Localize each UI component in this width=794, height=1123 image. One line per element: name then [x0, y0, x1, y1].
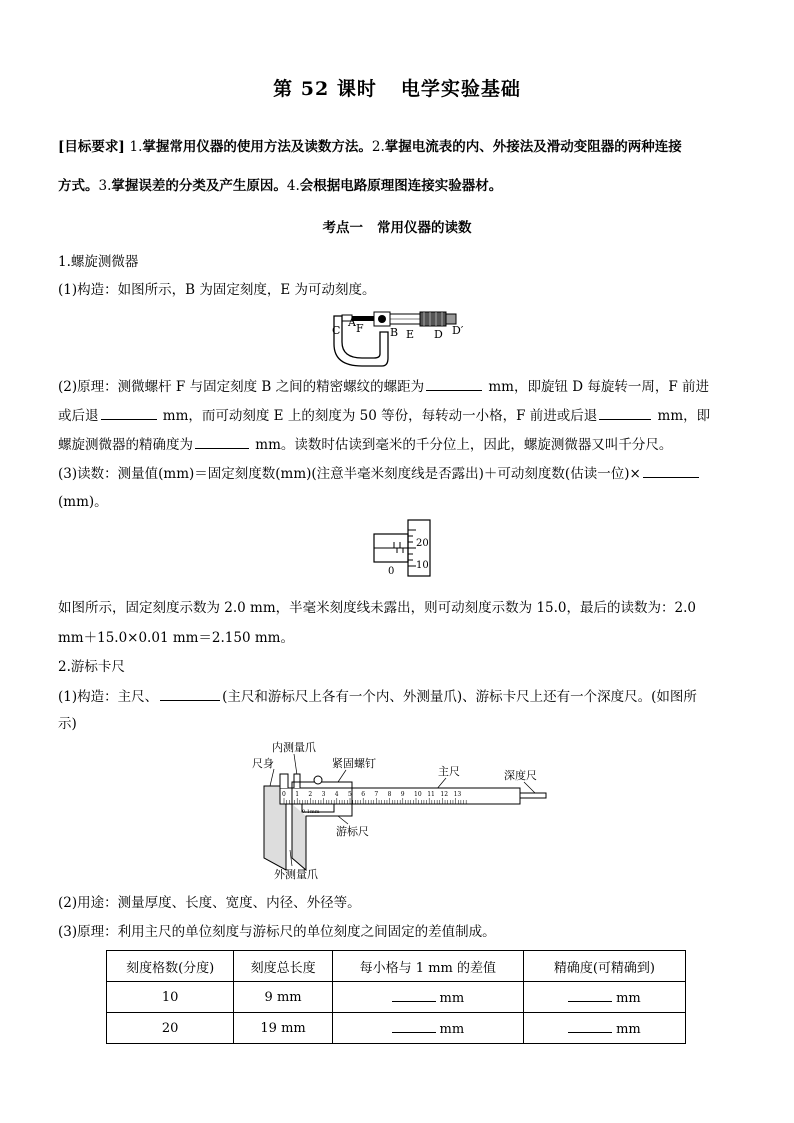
main-scale-number: 4 [334, 791, 339, 798]
answer-blank[interactable] [643, 463, 699, 478]
micrometer-structure: (1)构造：如图所示，B 为固定刻度，E 为可动刻度。 [58, 282, 376, 298]
goal-2-text: 掌握电流表的内、外接法及滑动变阻器的两种连接 [384, 139, 682, 155]
reading-text-1: (3)读数：测量值(mm)＝固定刻度数(mm)(注意半毫米刻度线是否露出)＋可动刻度数(估读一位)× [58, 466, 641, 482]
caliper-structure-text-1: (1)构造：主尺、 [58, 689, 159, 705]
header-divisions: 刻度格数(分度) [107, 951, 234, 982]
main-scale-number: 12 [440, 791, 449, 798]
header-precision: 精确度(可精确到) [523, 951, 685, 982]
micrometer-heading: 1.螺旋测微器 [58, 254, 139, 270]
unit-label: mm [439, 990, 465, 1006]
fig-label-d-prime: D′ [452, 324, 464, 337]
answer-blank[interactable] [195, 434, 249, 449]
main-scale-number: 9 [400, 791, 405, 798]
caliper-structure-text-2: (主尺和游标尺上各有一个内、外测量爪)、游标卡尺上还有一个深度尺。(如图所 [222, 689, 697, 705]
micrometer-reading-figure [372, 516, 442, 580]
micrometer-figure [326, 306, 472, 370]
answer-blank[interactable] [392, 1020, 436, 1033]
goals-label: [目标要求] [58, 139, 125, 155]
principle-text-1: (2)原理：测微螺杆 F 与固定刻度 B 之间的精密螺纹的螺距为 [58, 379, 425, 395]
goal-4-text: 会根据电路原理图连接实验器材。 [299, 178, 503, 194]
principle-text-3: 或后退 [58, 408, 99, 424]
label-depth-rod: 深度尺 [504, 769, 537, 782]
cell-difference [332, 1013, 523, 1044]
caliper-structure-1 [58, 686, 738, 707]
goals-line-2 [58, 176, 738, 196]
principle-line-2 [58, 405, 738, 426]
answer-blank[interactable] [568, 1020, 612, 1033]
fig-label-b: B [390, 326, 399, 339]
example-line-1: 如图所示，固定刻度示数为 2.0 mm，半毫米刻度线未露出，则可动刻度示数为 15.0，最后的读数为：2.0 [58, 600, 696, 616]
caliper-principle: (3)原理：利用主尺的单位刻度与游标尺的单位刻度之间固定的差值制成。 [58, 924, 496, 940]
answer-blank[interactable] [426, 376, 482, 391]
principle-text-2: mm，即旋钮 D 每旋转一周，F 前进 [484, 379, 710, 395]
lesson-topic: 电学实验基础 [400, 78, 521, 100]
thimble-label-10: 10 [416, 560, 429, 571]
goal-3-number: 3. [98, 178, 112, 194]
header-total-length: 刻度总长度 [234, 951, 332, 982]
caliper-heading: 2.游标卡尺 [58, 659, 125, 675]
fig-label-a: A [348, 316, 356, 329]
label-main-scale: 主尺 [438, 765, 460, 778]
reading-line-2: (mm)。 [58, 494, 108, 510]
cell-divisions: 20 [107, 1013, 234, 1044]
table-row [107, 1013, 686, 1044]
main-scale-number: 8 [387, 791, 392, 798]
goal-3-text: 掌握误差的分类及产生原因。 [111, 178, 287, 194]
label-screw: 紧固螺钉 [332, 757, 376, 770]
answer-blank[interactable] [160, 686, 220, 701]
main-scale-number: 13 [453, 791, 462, 798]
main-scale-number: 3 [321, 791, 326, 798]
cell-length: 19 mm [234, 1013, 332, 1044]
section-heading [0, 216, 794, 236]
principle-line-3 [58, 434, 738, 455]
fig-label-e: E [406, 328, 415, 341]
cell-difference [332, 982, 523, 1013]
caliper-structure-2: 示) [58, 716, 77, 732]
unit-label: mm [616, 1021, 641, 1037]
table-row [107, 982, 686, 1013]
main-scale-number: 11 [427, 791, 435, 798]
main-scale-number: 10 [414, 791, 422, 798]
principle-text-7: mm。读数时估读到毫米的千分位上，因此，螺旋测微器又叫千分尺。 [251, 437, 673, 453]
cell-precision [523, 1013, 685, 1044]
vernier-note: 0.1mm [302, 809, 320, 815]
label-vernier: 游标尺 [336, 825, 369, 838]
precision-table [106, 950, 686, 1044]
vernier-caliper-figure [250, 738, 550, 884]
header-difference: 每小格与 1 mm 的差值 [332, 951, 523, 982]
table-header-row [107, 951, 686, 982]
lesson-number: 第 52 课时 [273, 78, 377, 100]
goal-2-text-cont: 方式。 [58, 178, 99, 194]
label-outer-jaw: 外测量爪 [274, 868, 318, 881]
label-inner-jaw: 内测量爪 [272, 741, 316, 754]
answer-blank[interactable] [568, 989, 612, 1002]
page-title [0, 74, 794, 101]
reading-line-1 [58, 463, 738, 484]
fig-label-f: F [356, 322, 364, 335]
principle-text-4: mm，而可动刻度 E 上的刻度为 50 等份，每转动一小格，F 前进或后退 [158, 408, 598, 424]
main-scale-number: 6 [361, 791, 366, 798]
goals-line-1 [58, 137, 738, 157]
sleeve-label-0: 0 [388, 566, 395, 577]
goal-1-number: 1. [129, 139, 143, 155]
principle-text-6: 螺旋测微器的精确度为 [58, 437, 193, 453]
caliper-use: (2)用途：测量厚度、长度、宽度、内径、外径等。 [58, 895, 361, 911]
label-body: 尺身 [252, 757, 274, 770]
fig-label-c: C [332, 324, 341, 337]
principle-text-5: mm，即 [653, 408, 711, 424]
example-line-2: mm＋15.0×0.01 mm＝2.150 mm。 [58, 630, 294, 646]
main-scale-number: 7 [374, 791, 379, 798]
section-title: 常用仪器的读数 [377, 220, 472, 236]
fig-label-d: D [434, 328, 443, 341]
goal-1-text: 掌握常用仪器的使用方法及读数方法。 [142, 139, 372, 155]
answer-blank[interactable] [599, 405, 651, 420]
unit-label: mm [616, 990, 641, 1006]
cell-length: 9 mm [234, 982, 332, 1013]
answer-blank[interactable] [392, 989, 436, 1002]
cell-divisions: 10 [107, 982, 234, 1013]
thimble-label-20: 20 [416, 538, 429, 549]
main-scale-number: 5 [348, 791, 352, 798]
main-scale-number: 2 [308, 791, 313, 798]
goal-4-number: 4. [286, 178, 300, 194]
main-scale-number: 1 [295, 791, 300, 798]
section-number: 考点一 [322, 220, 363, 236]
goal-2-number: 2. [371, 139, 385, 155]
cell-precision [523, 982, 685, 1013]
principle-line-1 [58, 376, 738, 397]
answer-blank[interactable] [101, 405, 157, 420]
main-scale-number: 0 [282, 791, 286, 798]
unit-label: mm [439, 1021, 465, 1037]
